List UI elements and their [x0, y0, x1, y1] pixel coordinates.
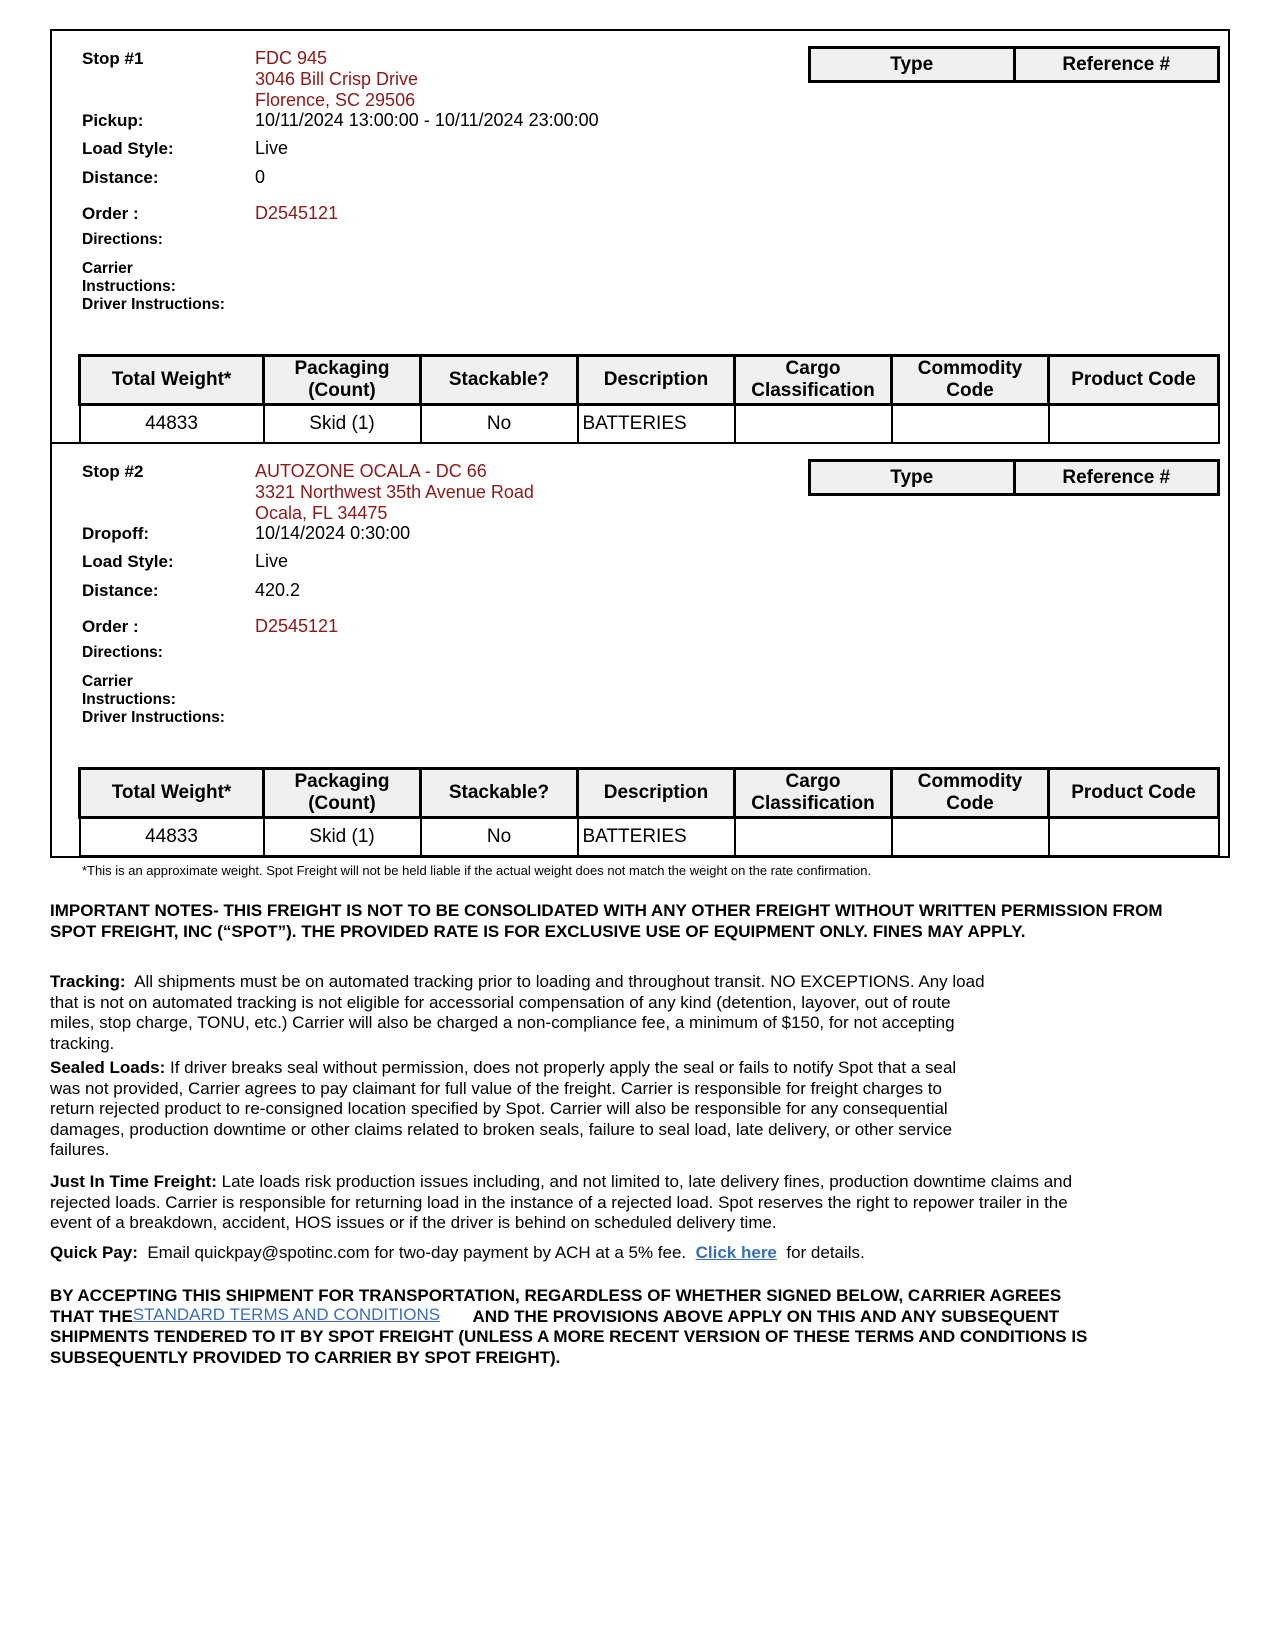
sealed-label: Sealed Loads:: [50, 1058, 166, 1077]
time-label: Pickup:: [82, 111, 144, 130]
tracking-paragraph: [50, 972, 1210, 1054]
cargo-cell: [735, 818, 892, 857]
distance-label: Distance:: [82, 581, 159, 600]
driver-instructions-label: Driver Instructions:: [82, 296, 225, 313]
time-label: Dropoff:: [82, 524, 150, 543]
cargo-header: Cargo Classification: [735, 769, 892, 818]
cargo-header: Description: [578, 769, 735, 818]
quickpay-paragraph: [50, 1243, 1210, 1264]
stop-address-line2: Ocala, FL 34475: [255, 503, 388, 523]
acceptance-line: SHIPMENTS TENDERED TO IT BY SPOT FREIGHT (UNLESS A MORE RECENT VERSION OF THESE TERMS AND CONDITIONS IS: [50, 1327, 1088, 1346]
directions-label: Directions:: [82, 644, 163, 661]
stop-2: [50, 442, 1230, 858]
acceptance-line: THAT THE: [50, 1306, 133, 1326]
stop-address-line1: 3321 Northwest 35th Avenue Road: [255, 482, 534, 502]
important-notes: IMPORTANT NOTES- THIS FREIGHT IS NOT TO BE CONSOLIDATED WITH ANY OTHER FREIGHT WITHOUT WRITTEN PERMISSION FROM SPOT FREIGHT, INC (“SPOT”). THE PROVIDED RATE IS FOR EXCLUSIVE USE OF EQUIPMENT ONLY. FINES MAY APPLY.: [50, 901, 1163, 941]
cargo-cell: BATTERIES: [578, 405, 735, 444]
sealed-line: If driver breaks seal without permission, does not properly apply the seal or fails to notify Spot that a seal: [170, 1058, 957, 1077]
ref-number-header: Reference #: [1014, 461, 1219, 495]
jit-label: Just In Time Freight:: [50, 1172, 217, 1191]
sealed-line: return rejected product to re-consigned location specified by Spot. Carrier will also be responsible for any consequential: [50, 1099, 948, 1118]
tracking-line: All shipments must be on automated tracking prior to loading and throughout transit. NO EXCEPTIONS. Any load: [134, 972, 985, 991]
tracking-label: Tracking:: [50, 972, 126, 991]
jit-line: rejected loads. Carrier is responsible for returning load in the instance of a rejected load. Spot reserves the right to repower trailer in the: [50, 1192, 1068, 1212]
reference-table: [808, 459, 1220, 496]
jit-line: event of a breakdown, accident, HOS issues or if the driver is behind on scheduled delivery time.: [50, 1213, 777, 1232]
order-label: Order :: [82, 617, 139, 636]
cargo-cell: [1049, 405, 1219, 444]
table-row: [80, 405, 1219, 444]
acceptance-line: AND THE PROVISIONS ABOVE APPLY ON THIS AND ANY SUBSEQUENT: [472, 1306, 1060, 1326]
cargo-cell: 44833: [80, 818, 264, 857]
sealed-line: damages, production downtime or other claims related to broken seals, failure to seal load, late delivery, or other service: [50, 1119, 953, 1139]
sealed-line: failures.: [50, 1140, 110, 1159]
carrier-instructions-label-1: Carrier: [82, 260, 133, 277]
cargo-header: Product Code: [1049, 769, 1219, 818]
driver-instructions-label: Driver Instructions:: [82, 709, 225, 726]
cargo-header: Product Code: [1049, 356, 1219, 405]
cargo-header: Stackable?: [421, 769, 578, 818]
load-style-label: Load Style:: [82, 552, 174, 571]
tracking-line: that is not on automated tracking is not eligible for accessorial compensation of any kind (detention, layover, out of route: [50, 992, 951, 1012]
tracking-line: tracking.: [50, 1033, 115, 1053]
sealed-loads-paragraph: [50, 1058, 1210, 1161]
cargo-cell: [1049, 818, 1219, 857]
cargo-header: Packaging (Count): [264, 769, 421, 818]
stop-name: AUTOZONE OCALA - DC 66: [255, 461, 487, 481]
cargo-table: [78, 354, 1220, 444]
distance-value: 420.2: [255, 580, 301, 600]
cargo-header: Total Weight*: [80, 356, 264, 405]
ref-number-header: Reference #: [1014, 48, 1219, 82]
table-row: [80, 818, 1219, 857]
cargo-cell: Skid (1): [264, 818, 421, 857]
quickpay-label: Quick Pay:: [50, 1243, 138, 1262]
acceptance-line: SUBSEQUENTLY PROVIDED TO CARRIER BY SPOT FREIGHT).: [50, 1347, 561, 1367]
ref-type-header: Type: [810, 48, 1015, 82]
acceptance-paragraph: [50, 1286, 1210, 1368]
jit-line: Late loads risk production issues including, and not limited to, late delivery fines, production downtime claims and: [221, 1172, 1073, 1191]
cargo-header: Total Weight*: [80, 769, 264, 818]
ref-type-header: Type: [810, 461, 1015, 495]
cargo-header: Description: [578, 356, 735, 405]
quickpay-text: Email quickpay@spotinc.com for two-day payment by ACH at a 5% fee.: [147, 1243, 687, 1262]
time-value: 10/11/2024 13:00:00 - 10/11/2024 23:00:00: [255, 110, 599, 130]
stop-address-line1: 3046 Bill Crisp Drive: [255, 69, 419, 89]
load-style-value: Live: [255, 138, 289, 158]
stop-label: Stop #1: [82, 49, 144, 68]
stop-1: [50, 29, 1230, 443]
cargo-cell: [892, 405, 1049, 444]
cargo-header: Packaging (Count): [264, 356, 421, 405]
cargo-cell: Skid (1): [264, 405, 421, 444]
carrier-instructions-label-2: Instructions:: [82, 691, 176, 708]
directions-label: Directions:: [82, 231, 163, 248]
reference-table: [808, 46, 1220, 83]
order-value: D2545121: [255, 203, 339, 223]
cargo-cell: No: [421, 405, 578, 444]
cargo-cell: [735, 405, 892, 444]
stop-address-line2: Florence, SC 29506: [255, 90, 416, 110]
standard-terms-link[interactable]: STANDARD TERMS AND CONDITIONS: [132, 1304, 441, 1324]
weight-footnote: *This is an approximate weight. Spot Freight will not be held liable if the actual weight does not match the weight on the rate confirmation.: [82, 863, 872, 878]
stop-label: Stop #2: [82, 462, 144, 481]
tracking-line: miles, stop charge, TONU, etc.) Carrier will also be charged a non-compliance fee, a minimum of $150, for not accepting: [50, 1013, 955, 1032]
order-label: Order :: [82, 204, 139, 223]
cargo-table: [78, 767, 1220, 857]
acceptance-line: BY ACCEPTING THIS SHIPMENT FOR TRANSPORTATION, REGARDLESS OF WHETHER SIGNED BELOW, CARRIER AGREES: [50, 1286, 1062, 1305]
load-style-label: Load Style:: [82, 139, 174, 158]
carrier-instructions-label-1: Carrier: [82, 673, 133, 690]
jit-paragraph: [50, 1172, 1210, 1234]
load-style-value: Live: [255, 551, 289, 571]
cargo-header: Cargo Classification: [735, 356, 892, 405]
cargo-cell: No: [421, 818, 578, 857]
quickpay-after: for details.: [786, 1243, 865, 1262]
cargo-header: Commodity Code: [892, 356, 1049, 405]
distance-label: Distance:: [82, 168, 159, 187]
cargo-cell: 44833: [80, 405, 264, 444]
order-value: D2545121: [255, 616, 339, 636]
cargo-header: Stackable?: [421, 356, 578, 405]
cargo-cell: BATTERIES: [578, 818, 735, 857]
time-value: 10/14/2024 0:30:00: [255, 523, 411, 543]
cargo-cell: [892, 818, 1049, 857]
stop-name: FDC 945: [255, 48, 328, 68]
carrier-instructions-label-2: Instructions:: [82, 278, 176, 295]
distance-value: 0: [255, 167, 266, 187]
sealed-line: was not provided, Carrier agrees to pay claimant for full value of the freight. Carrier is responsible for freight charges to: [50, 1078, 942, 1098]
quickpay-click-here-link[interactable]: Click here: [695, 1243, 777, 1262]
cargo-header: Commodity Code: [892, 769, 1049, 818]
